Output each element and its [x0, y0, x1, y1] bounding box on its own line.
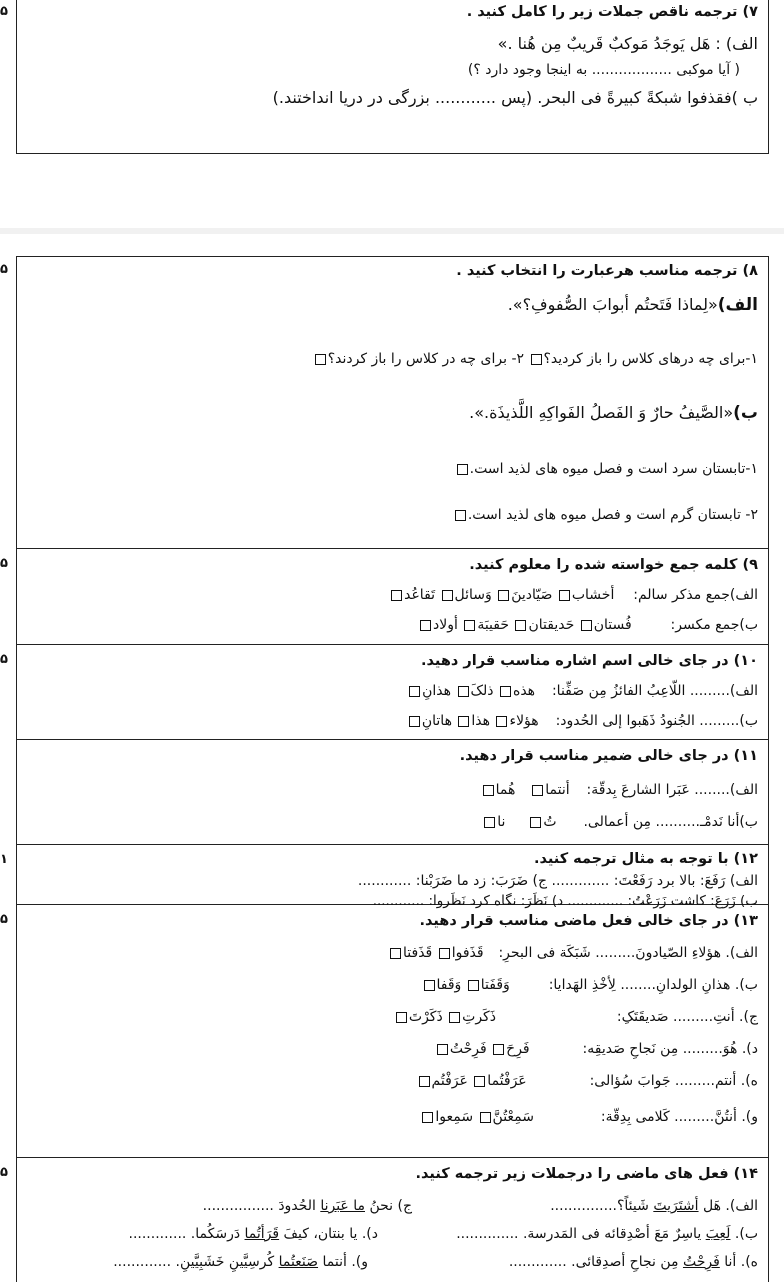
q13-row-checkbox[interactable]	[474, 1076, 485, 1087]
q10-row1-checkbox[interactable]	[500, 686, 511, 697]
q8-score: ۵	[0, 262, 8, 277]
q13-row-checkbox[interactable]	[468, 980, 479, 991]
q9-row2-checkbox[interactable]	[581, 620, 592, 631]
q8-alef-opt2-checkbox[interactable]	[315, 354, 326, 365]
q9-row1-opt: تَقاعُد	[404, 587, 436, 603]
q10-row1-checkbox[interactable]	[458, 686, 469, 697]
q9-row2-label: ب)جمع مکسر:	[670, 617, 758, 633]
q14-text: دَرسَکُما. .............	[128, 1226, 245, 1242]
q11-row2-opt: تُ	[543, 814, 557, 830]
q14-text: یاسِرٌ مَعَ أصْدِقائه فی المَدرسة. ..............	[456, 1226, 706, 1242]
q9-row1-opt: وَسائل	[454, 587, 492, 603]
q10-score: ۵	[0, 652, 8, 667]
q14-verb: أشتَرَیتَ	[653, 1198, 699, 1214]
q8-alef-text: «لِماذا فَتَحتُم أبوابَ الصُّفوفِ؟».	[507, 295, 718, 314]
q8-alef-opt1-label: ۱-برای چه درهای کلاس را باز کردید؟	[543, 351, 758, 367]
q13-row-opt: وَقَفا	[436, 977, 462, 993]
q9-row1-opt: صَیّادینَ	[511, 587, 553, 603]
q8-alef-options	[313, 351, 758, 367]
q9-title: ۹) کلمه جمع خواسته شده را معلوم کنید.	[469, 557, 758, 573]
q12-row1: الف) رَفَعَ: بالا برد رَفَعْتَ: ............. ج) ضَرَبَ: زد ما ضَرَبْنا: ............	[357, 873, 758, 889]
q9-score: ۵	[0, 556, 8, 571]
q10-row1-text: الف)......... اللّاعِبُ الفائزُ مِن صَفِّنا:	[551, 683, 758, 699]
q9-row1-checkbox[interactable]	[559, 590, 570, 601]
q9-row1-label: الف)جمع مذکر سالم:	[633, 587, 758, 603]
q14-r2-left	[129, 1226, 379, 1242]
q13-row-opt: قَذَفوا	[451, 945, 484, 961]
q11-row2-opt: نا	[497, 814, 506, 830]
question-11	[16, 740, 769, 845]
q14-verb: ما عَبَرنا	[320, 1198, 365, 1214]
q8-alef	[508, 295, 758, 315]
q14-verb: لَعِبَ	[705, 1226, 731, 1242]
q11-title: ۱۱) در جای خالی ضمیر مناسب قرار دهید.	[459, 748, 758, 764]
question-7	[16, 0, 769, 154]
q9-row1-checkbox[interactable]	[442, 590, 453, 601]
q13-row-opt: عَرَفْتُما	[487, 1073, 527, 1089]
q9-row2-opt: أولاد	[432, 617, 458, 633]
q14-text: ه). أنا	[719, 1254, 758, 1270]
q9-row1-checkbox[interactable]	[498, 590, 509, 601]
q14-text: د). یا بنتان، کیفَ	[279, 1226, 378, 1242]
question-10	[16, 645, 769, 740]
q13-row-opt: ذَکَرْتَ	[408, 1009, 443, 1025]
q8-title: ۸) ترجمه مناسب هرعبارت را انتخاب کنید .	[456, 263, 758, 279]
q14-text: ب).	[730, 1226, 758, 1242]
q9-row2-checkbox[interactable]	[464, 620, 475, 631]
q11-row2	[482, 814, 758, 830]
q13-row-checkbox[interactable]	[396, 1012, 407, 1023]
question-9	[16, 549, 769, 645]
q9-row1	[389, 587, 758, 603]
q8-be-opt1	[455, 461, 758, 477]
q11-row1	[481, 782, 758, 798]
q13-row-he	[417, 1073, 758, 1089]
q9-row2	[418, 617, 758, 633]
q10-row2-opt: هذا	[471, 713, 491, 729]
q12-title: ۱۲) با توجه به مثال ترجمه کنید.	[533, 851, 758, 867]
q14-r3-right	[509, 1254, 758, 1270]
q13-row-text: و). أنتُنَّ......... کَلامی بِدِقّة:	[600, 1109, 758, 1125]
q14-verb: قَرَأتُما	[244, 1226, 280, 1242]
q13-row-text: ه). أنتم......... جَوابَ سُؤالی:	[589, 1073, 758, 1089]
q8-be-opt1-label: ۱-تابستان سرد است و فصل میوه های لذید است.	[469, 461, 758, 477]
q13-row-opt: سَمِعوا	[435, 1109, 474, 1125]
question-12	[16, 845, 769, 909]
q8-be	[469, 403, 758, 423]
q14-text: مِن نجاحِ أصدِقائی. .............	[508, 1254, 683, 1270]
q13-score: ۵	[0, 912, 8, 927]
q13-row-text: الف). هؤلاءِ الصّیادونَ......... شَبَکَة فی البحرِ:	[498, 945, 758, 961]
q13-row-opt: وَقَفَتا	[480, 977, 510, 993]
q9-row2-checkbox[interactable]	[515, 620, 526, 631]
q14-text: کُرسِیَّینِ خَشَبِیَّینِ. .............	[113, 1254, 279, 1270]
q13-row-opt: فَرِحْتُ	[449, 1041, 487, 1057]
q13-row-checkbox[interactable]	[437, 1044, 448, 1055]
q13-row-opt: سَمِعْتُنَّ	[492, 1109, 534, 1125]
q10-row1-opt: هذه	[512, 683, 536, 699]
q14-r2-right	[456, 1226, 758, 1242]
q8-alef-opt1-checkbox[interactable]	[531, 354, 542, 365]
q14-r1-left	[203, 1198, 412, 1214]
q11-row1-text: الف)........ عَبَرا الشارعَ بِدقّة:	[586, 782, 758, 798]
q11-row1-opt: هُما	[495, 782, 516, 798]
q14-text: و). أنتما	[318, 1254, 368, 1270]
q8-be-label: ب)	[733, 403, 758, 423]
q10-row1-checkbox[interactable]	[409, 686, 420, 697]
question-13	[16, 905, 769, 1158]
q10-row2	[407, 713, 758, 729]
q11-row1-opt: أنتما	[545, 782, 570, 798]
q13-row-dal	[435, 1041, 758, 1057]
q9-row2-opt: حَدیقتان	[528, 617, 575, 633]
q13-row-checkbox[interactable]	[449, 1012, 460, 1023]
q10-row2-opt: هؤلاء	[509, 713, 539, 729]
q14-text: الف). هَل	[698, 1198, 758, 1214]
q9-row2-checkbox[interactable]	[420, 620, 431, 631]
q14-r1-right	[550, 1198, 758, 1214]
q8-be-opt2-checkbox[interactable]	[455, 510, 466, 521]
q13-row-checkbox[interactable]	[419, 1076, 430, 1087]
q7-title: ۷) ترجمه ناقص جملات زیر را کامل کنید .	[466, 4, 758, 20]
q12-row2: ب) زَرَعَ: کاشت زَرَعْتُ: ............. د) نَظَرَ: نگاه کرد نَظَروا: ............	[372, 893, 758, 909]
q13-row-checkbox[interactable]	[424, 980, 435, 991]
q11-row1-checkbox[interactable]	[532, 785, 543, 796]
q14-r3-left	[113, 1254, 368, 1270]
q8-be-text: «الصَّیفُ حارٌ وَ الفَصلُ الفَواکِهِ اللَّذیذَة.».	[469, 403, 734, 422]
q13-row-checkbox[interactable]	[390, 948, 401, 959]
q14-score: ۵	[0, 1165, 8, 1180]
q10-title: ۱۰) در جای خالی اسم اشاره مناسب قرار دهید.	[421, 653, 758, 669]
q7-score: ۵	[0, 4, 8, 19]
q14-verb: صَنَعتُما	[278, 1254, 319, 1270]
q11-row2-text: ب)أنا نَدمْـ.......... مِن أعمالی.	[583, 814, 758, 830]
q13-row-text: ب). هذانِ الولدانِ........ لِأخْذِ الهَدایا:	[548, 977, 758, 993]
q14-text: الحُدودَ ................	[202, 1198, 321, 1214]
q9-row1-checkbox[interactable]	[391, 590, 402, 601]
q8-be-opt2-label: ۲- تابستان گرم است و فصل میوه های لذید است.	[467, 507, 758, 523]
q9-row1-opt: أخشاب	[571, 587, 615, 603]
q13-row-checkbox[interactable]	[493, 1044, 504, 1055]
q7-line-a-translation: ( آیا موکبی .................. به اینجا وجود دارد ؟)	[467, 62, 740, 78]
q8-be-opt1-checkbox[interactable]	[457, 464, 468, 475]
q8-alef-opt2-label: ۲- برای چه در کلاس را باز کردند؟	[327, 351, 525, 367]
question-8	[16, 256, 769, 549]
q9-row2-opt: حَقیبَة	[477, 617, 510, 633]
q10-row2-opt: هاتانِ	[421, 713, 452, 729]
q11-row2-checkbox[interactable]	[530, 817, 541, 828]
q10-row1-opt: ذلکَ	[470, 683, 494, 699]
q8-alef-label: الف)	[717, 295, 758, 315]
q7-line-a: الف) : هَل یَوجَدُ مَوکبٌ قَریبٌ مِن هُنا .»	[497, 34, 758, 53]
q13-title: ۱۳) در جای خالی فعل ماضی مناسب قرار دهید.	[419, 913, 758, 929]
section-separator	[0, 228, 784, 234]
q9-row2-opt: فُستان	[593, 617, 632, 633]
q10-row2-checkbox[interactable]	[496, 716, 507, 727]
q7-line-b: ب )فقذفوا شبکةً کبیرةً فی البحر. (پس ............ بزرگی در دریا انداختند.)	[272, 88, 758, 107]
question-14	[16, 1158, 769, 1282]
q14-title: ۱۴) فعل های ماضی را درجملات زیر ترجمه کنید.	[415, 1166, 758, 1182]
q13-row-checkbox[interactable]	[439, 948, 450, 959]
q13-row-text: د). هُوَ......... مِن نَجاحِ صَدیقِه:	[582, 1041, 758, 1057]
q13-row-opt: قَذَفتا	[403, 945, 433, 961]
q13-row-alef	[388, 945, 758, 961]
q13-row-vav	[420, 1109, 758, 1125]
q13-row-opt: فَرِحَ	[506, 1041, 530, 1057]
q11-row2-checkbox[interactable]	[484, 817, 495, 828]
q13-row-checkbox[interactable]	[422, 1112, 433, 1123]
q10-row2-text: ب)......... الجُنودُ ذَهَبوا إلی الحُدود:	[555, 713, 758, 729]
q8-be-opt2	[453, 507, 758, 523]
q10-row1-opt: هذانِ	[422, 683, 452, 699]
q13-row-checkbox[interactable]	[480, 1112, 491, 1123]
q14-text: شَیئاً؟...............	[550, 1198, 654, 1214]
q11-row1-checkbox[interactable]	[483, 785, 494, 796]
q10-row2-checkbox[interactable]	[409, 716, 420, 727]
q13-row-be	[422, 977, 759, 993]
q13-row-jim	[394, 1009, 758, 1025]
q14-text: ج) نحنُ	[365, 1198, 412, 1214]
q10-row2-checkbox[interactable]	[458, 716, 469, 727]
q14-verb: فَرِحْتُ	[682, 1254, 720, 1270]
q10-row1	[407, 683, 758, 699]
q12-score: ۱	[0, 852, 8, 867]
q13-row-text: ج). أنتِ......... صَدیقَتَکِ:	[616, 1009, 758, 1025]
q13-row-opt: عَرَفْتُم	[431, 1073, 468, 1089]
q13-row-opt: ذَکَرتِ	[462, 1009, 496, 1025]
